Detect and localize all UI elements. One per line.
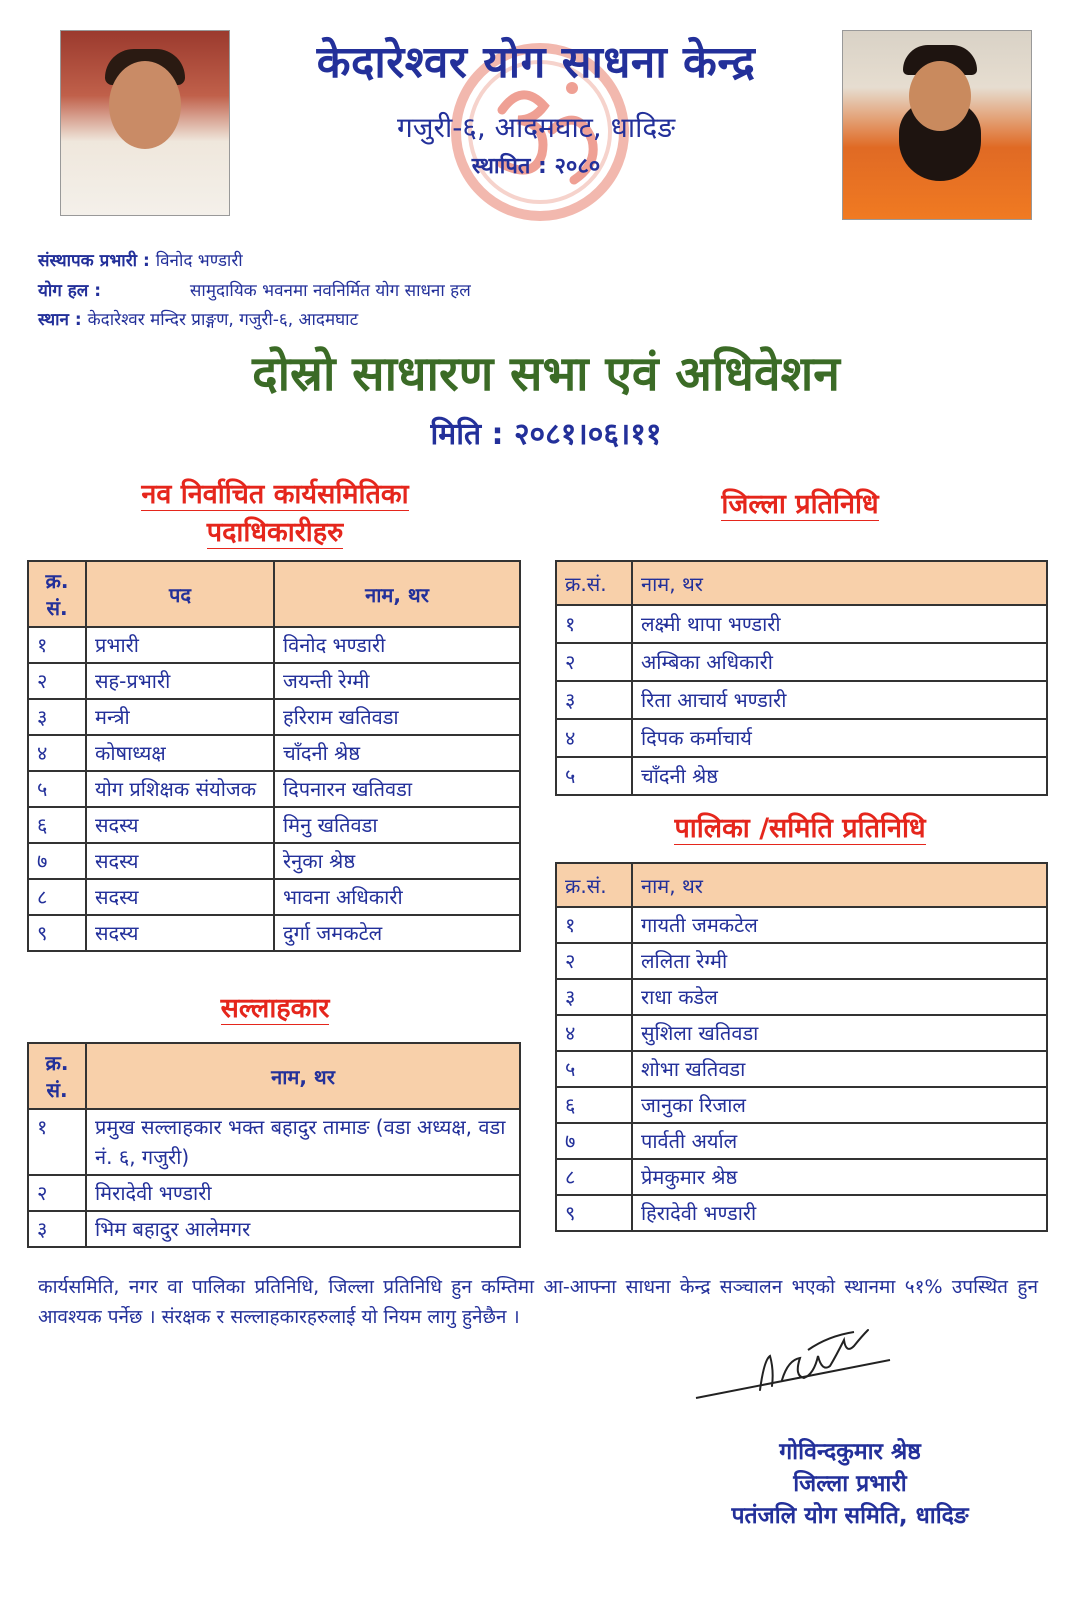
serial-cell: ६ bbox=[556, 1087, 632, 1123]
table-row bbox=[28, 627, 520, 663]
table-row bbox=[556, 719, 1047, 757]
table-header-row bbox=[28, 1043, 520, 1109]
name-cell: दिपक कर्माचार्य bbox=[632, 719, 1047, 757]
organization-title: केदारेश्वर योग साधना केन्द्र bbox=[316, 37, 756, 88]
table-row bbox=[28, 1211, 520, 1247]
table-row bbox=[556, 1159, 1047, 1195]
name-cell: हरिराम खतिवडा bbox=[274, 699, 520, 735]
table-row bbox=[28, 1109, 520, 1175]
column-header-name: नाम, थर bbox=[632, 561, 1047, 605]
name-cell: जयन्ती रेग्मी bbox=[274, 663, 520, 699]
info-label: योग हल : bbox=[38, 281, 102, 301]
name-cell: भावना अधिकारी bbox=[274, 879, 520, 915]
position-cell: कोषाध्यक्ष bbox=[86, 735, 274, 771]
table-row bbox=[556, 643, 1047, 681]
table-row bbox=[28, 735, 520, 771]
column-header-serial: क्र.सं. bbox=[556, 561, 632, 605]
column-header-position: पद bbox=[86, 561, 274, 627]
table-row bbox=[28, 699, 520, 735]
signatory-name: गोविन्दकुमार श्रेष्ठ bbox=[779, 1439, 921, 1465]
position-cell: सदस्य bbox=[86, 915, 274, 951]
district-reps-title-text: जिल्ला प्रतिनिधि bbox=[721, 489, 879, 520]
info-value: सामुदायिक भवनमा नवनिर्मित योग साधना हल bbox=[189, 281, 471, 301]
name-cell: पार्वती अर्याल bbox=[632, 1123, 1047, 1159]
table-row bbox=[28, 771, 520, 807]
serial-cell: ३ bbox=[556, 979, 632, 1015]
serial-cell: १ bbox=[28, 627, 86, 663]
serial-cell: २ bbox=[28, 1175, 86, 1211]
name-cell: रेनुका श्रेष्ठ bbox=[274, 843, 520, 879]
serial-cell: ६ bbox=[28, 807, 86, 843]
table-row bbox=[28, 879, 520, 915]
signatory-organization: पतंजलि योग समिति, धादिङ bbox=[731, 1503, 969, 1529]
meeting-date: मिति : २०८१।०६।११ bbox=[430, 417, 662, 452]
serial-cell: २ bbox=[556, 943, 632, 979]
position-cell: योग प्रशिक्षक संयोजक bbox=[86, 771, 274, 807]
office-bearers-title-line2: पदाधिकारीहरु bbox=[206, 517, 344, 548]
advisors-table bbox=[27, 1042, 521, 1248]
location-info-line bbox=[38, 307, 358, 330]
serial-cell: १ bbox=[556, 907, 632, 943]
name-cell: सुशिला खतिवडा bbox=[632, 1015, 1047, 1051]
founder-info-line bbox=[38, 248, 243, 271]
name-cell: दुर्गा जमकटेल bbox=[274, 915, 520, 951]
position-cell: सदस्य bbox=[86, 843, 274, 879]
table-row bbox=[556, 757, 1047, 795]
office-bearers-table bbox=[27, 560, 521, 952]
serial-cell: ४ bbox=[556, 1015, 632, 1051]
serial-cell: ९ bbox=[28, 915, 86, 951]
position-cell: सह-प्रभारी bbox=[86, 663, 274, 699]
table-row bbox=[556, 907, 1047, 943]
name-cell: गायती जमकटेल bbox=[632, 907, 1047, 943]
table-row bbox=[28, 663, 520, 699]
column-header-name: नाम, थर bbox=[274, 561, 520, 627]
signatory-title: जिल्ला प्रभारी bbox=[793, 1471, 907, 1497]
attendance-rule-note: कार्यसमिति, नगर वा पालिका प्रतिनिधि, जिल्ला प्रतिनिधि हुन कम्तिमा आ-आफ्ना साधना केन्द्र सञ्चालन भएको स्थानमा ५१% उपस्थित हुन आवश्यक पर्नेछ । संरक्षक र सल्लाहकारहरुलाई यो नियम लागु हुनेछैन । bbox=[38, 1276, 1038, 1328]
name-cell: ललिता रेग्मी bbox=[632, 943, 1047, 979]
serial-cell: ५ bbox=[556, 757, 632, 795]
serial-cell: १ bbox=[556, 605, 632, 643]
municipal-reps-title bbox=[580, 810, 1020, 848]
serial-cell: ८ bbox=[556, 1159, 632, 1195]
table-row bbox=[556, 979, 1047, 1015]
municipal-reps-title-text: पालिका /समिति प्रतिनिधि bbox=[674, 813, 926, 844]
serial-cell: ७ bbox=[556, 1123, 632, 1159]
name-cell: मिरादेवी भण्डारी bbox=[86, 1175, 520, 1211]
position-cell: मन्त्री bbox=[86, 699, 274, 735]
name-cell: दिपनारन खतिवडा bbox=[274, 771, 520, 807]
table-row bbox=[556, 1051, 1047, 1087]
position-cell: सदस्य bbox=[86, 807, 274, 843]
name-cell: शोभा खतिवडा bbox=[632, 1051, 1047, 1087]
serial-cell: ७ bbox=[28, 843, 86, 879]
guru-photo-right bbox=[842, 30, 1032, 220]
table-row bbox=[28, 807, 520, 843]
info-value: केदारेश्वर मन्दिर प्राङ्गण, गजुरी-६, आदमघाट bbox=[87, 310, 359, 330]
table-row bbox=[556, 943, 1047, 979]
organization-address: गजुरी-६, आदमघाट, धादिङ bbox=[396, 111, 676, 144]
serial-cell: २ bbox=[556, 643, 632, 681]
table-header-row bbox=[28, 561, 520, 627]
name-cell: विनोद भण्डारी bbox=[274, 627, 520, 663]
name-cell: अम्बिका अधिकारी bbox=[632, 643, 1047, 681]
name-cell: प्रेमकुमार श्रेष्ठ bbox=[632, 1159, 1047, 1195]
office-bearers-title-line1: नव निर्वाचित कार्यसमितिका bbox=[141, 479, 409, 510]
name-cell: चाँदनी श्रेष्ठ bbox=[274, 735, 520, 771]
district-reps-table bbox=[555, 560, 1048, 796]
info-label: संस्थापक प्रभारी : bbox=[38, 251, 150, 271]
table-row bbox=[556, 605, 1047, 643]
name-cell: चाँदनी श्रेष्ठ bbox=[632, 757, 1047, 795]
column-header-serial: क्र. सं. bbox=[28, 1043, 86, 1109]
table-header-row bbox=[556, 863, 1047, 907]
table-row bbox=[556, 1123, 1047, 1159]
handwritten-signature bbox=[690, 1320, 900, 1410]
serial-cell: ८ bbox=[28, 879, 86, 915]
position-cell: सदस्य bbox=[86, 879, 274, 915]
table-row bbox=[556, 681, 1047, 719]
column-header-serial: क्र. सं. bbox=[28, 561, 86, 627]
established-year: स्थापित : २०८० bbox=[471, 154, 601, 179]
name-cell: जानुका रिजाल bbox=[632, 1087, 1047, 1123]
serial-cell: ४ bbox=[556, 719, 632, 757]
serial-cell: १ bbox=[28, 1109, 86, 1175]
name-cell: भिम बहादुर आलेमगर bbox=[86, 1211, 520, 1247]
serial-cell: ५ bbox=[556, 1051, 632, 1087]
position-cell: प्रभारी bbox=[86, 627, 274, 663]
table-row bbox=[28, 843, 520, 879]
table-row bbox=[556, 1087, 1047, 1123]
serial-cell: ५ bbox=[28, 771, 86, 807]
table-row bbox=[556, 1195, 1047, 1231]
district-reps-title bbox=[600, 486, 1000, 524]
column-header-serial: क्र.सं. bbox=[556, 863, 632, 907]
serial-cell: ३ bbox=[28, 1211, 86, 1247]
yoga-hall-info-line bbox=[38, 278, 471, 301]
municipal-reps-table bbox=[555, 862, 1048, 1232]
advisors-title-text: सल्लाहकार bbox=[220, 993, 330, 1024]
name-cell: राधा कडेल bbox=[632, 979, 1047, 1015]
name-cell: हिरादेवी भण्डारी bbox=[632, 1195, 1047, 1231]
info-label: स्थान : bbox=[38, 310, 82, 330]
table-row bbox=[28, 1175, 520, 1211]
table-row bbox=[556, 1015, 1047, 1051]
serial-cell: ९ bbox=[556, 1195, 632, 1231]
office-bearers-title bbox=[60, 476, 490, 552]
serial-cell: २ bbox=[28, 663, 86, 699]
serial-cell: ४ bbox=[28, 735, 86, 771]
column-header-name: नाम, थर bbox=[632, 863, 1047, 907]
table-header-row bbox=[556, 561, 1047, 605]
info-value: विनोद भण्डारी bbox=[155, 251, 243, 271]
name-cell: प्रमुख सल्लाहकार भक्त बहादुर तामाङ (वडा अध्यक्ष, वडा नं. ६, गजुरी) bbox=[86, 1109, 520, 1175]
name-cell: रिता आचार्य भण्डारी bbox=[632, 681, 1047, 719]
founder-photo-left bbox=[60, 30, 230, 216]
advisors-title bbox=[60, 990, 490, 1028]
serial-cell: ३ bbox=[28, 699, 86, 735]
table-row bbox=[28, 915, 520, 951]
name-cell: लक्ष्मी थापा भण्डारी bbox=[632, 605, 1047, 643]
column-header-name: नाम, थर bbox=[86, 1043, 520, 1109]
serial-cell: ३ bbox=[556, 681, 632, 719]
name-cell: मिनु खतिवडा bbox=[274, 807, 520, 843]
main-heading: दोस्रो साधारण सभा एवं अधिवेशन bbox=[252, 346, 840, 402]
